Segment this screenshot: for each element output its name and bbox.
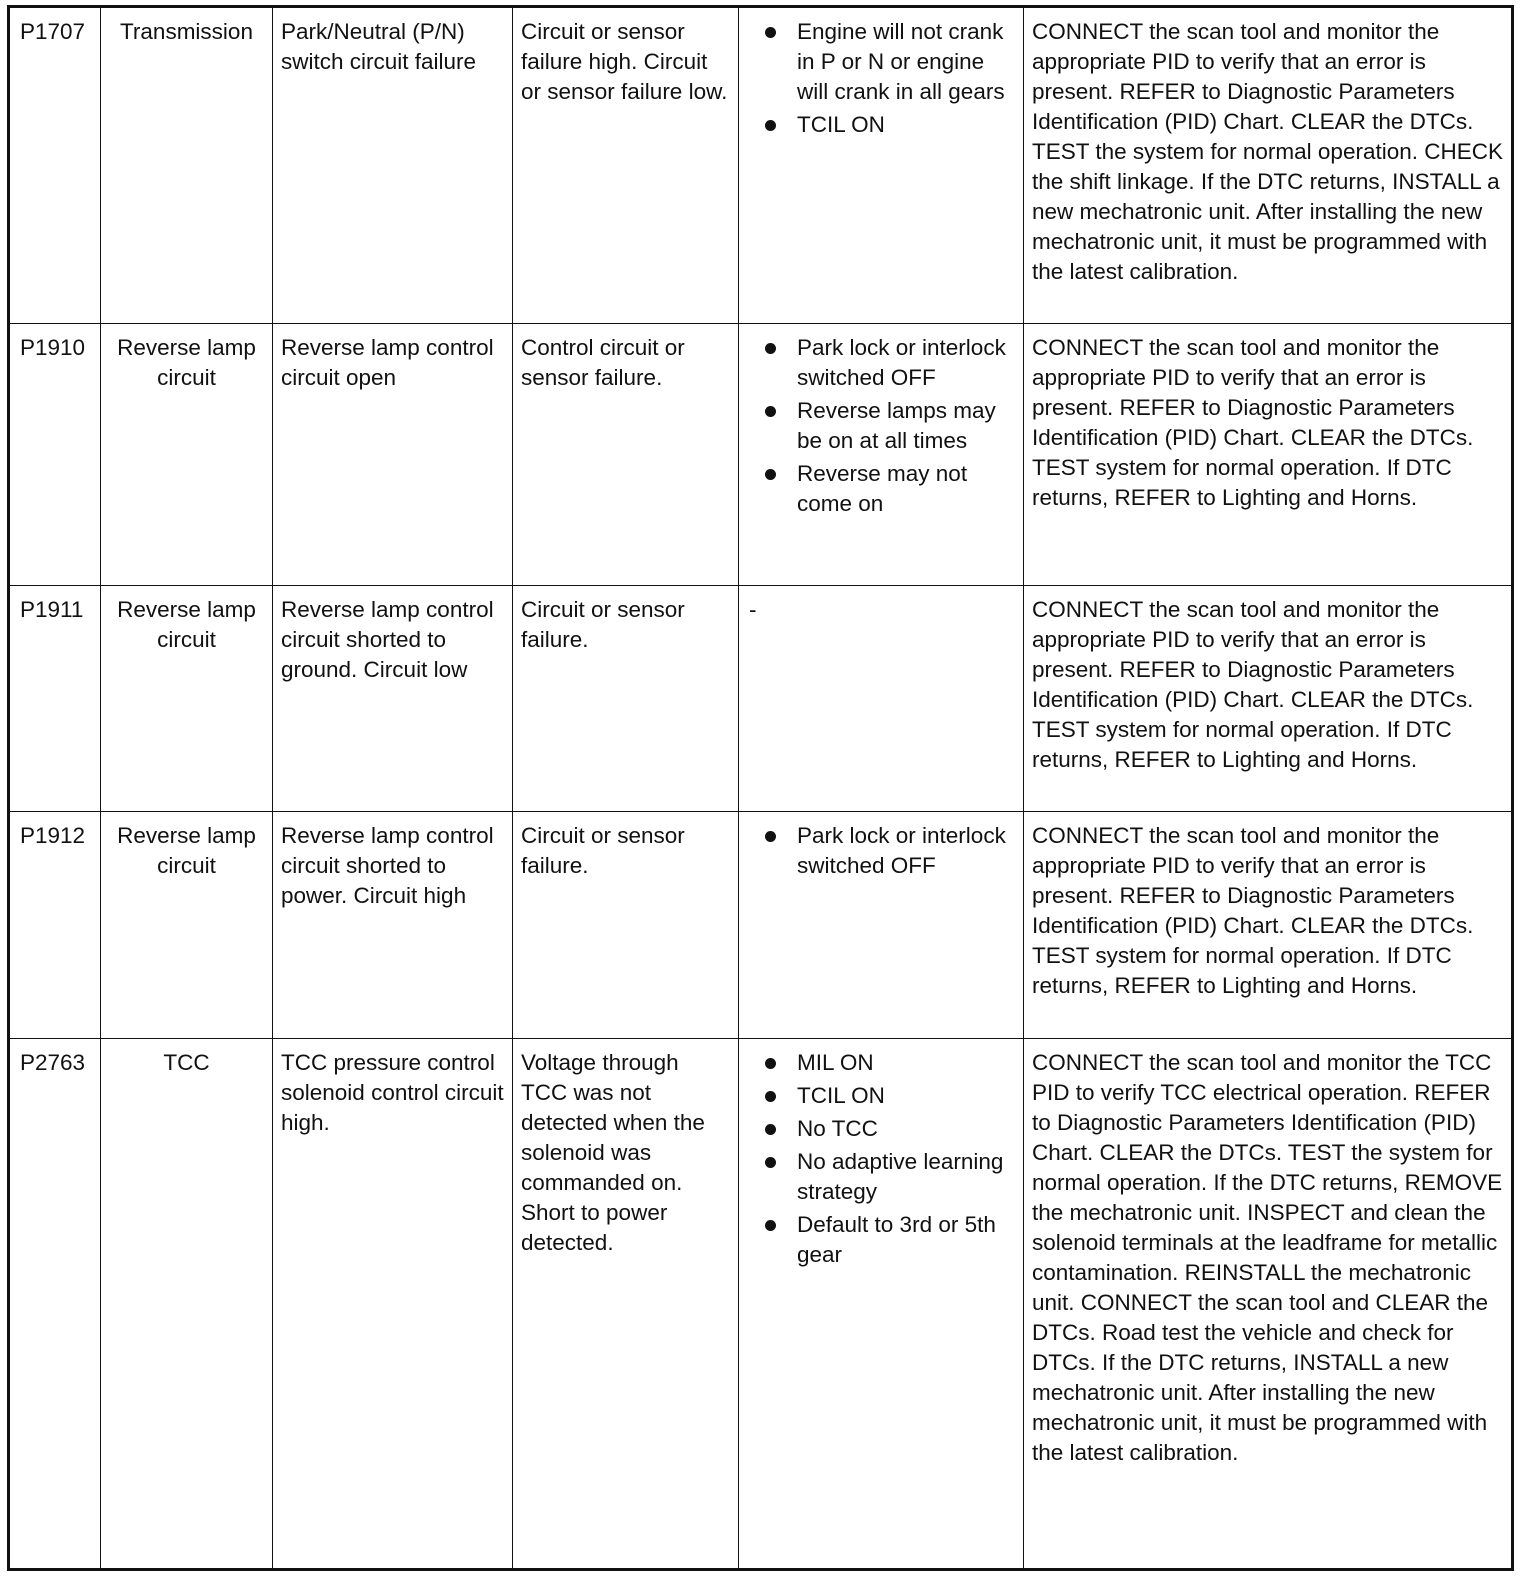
dtc-system: Reverse lamp circuit (101, 324, 273, 586)
dtc-symptoms (739, 812, 1024, 1039)
dtc-action: CONNECT the scan tool and monitor the TCC PID to verify TCC electrical operation. REFER to Diagnostic Parameters Identification (PID) Chart. CLEAR the DTCs. TEST the system for normal operation. If the DTC returns, REMOVE the mechatronic unit. INSPECT and clean the solenoid terminals at the leadframe for metallic contamination. REINSTALL the mechatronic unit. CONNECT the scan tool and CLEAR the DTCs. Road test the vehicle and check for DTCs. If the DTC returns, INSTALL a new mechatronic unit. After installing the new mechatronic unit, it must be programmed with the latest calibration. (1024, 1039, 1513, 1570)
dtc-symptoms (739, 324, 1024, 586)
symptom-item: Default to 3rd or 5th gear (797, 1210, 1015, 1270)
dtc-symptoms (739, 1039, 1024, 1570)
dtc-description: Park/Neutral (P/N) switch circuit failure (273, 7, 513, 324)
symptom-list (747, 821, 1015, 881)
dtc-condition: Circuit or sensor failure. (513, 812, 739, 1039)
dtc-condition: Circuit or sensor failure. (513, 586, 739, 812)
dtc-condition: Circuit or sensor failure high. Circuit or sensor failure low. (513, 7, 739, 324)
dtc-code: P1707 (9, 7, 101, 324)
symptom-item: Engine will not crank in P or N or engine will crank in all gears (797, 17, 1015, 107)
symptom-dash: - (749, 597, 757, 622)
dtc-code: P1911 (9, 586, 101, 812)
dtc-system: Reverse lamp circuit (101, 812, 273, 1039)
dtc-description: TCC pressure control solenoid control circuit high. (273, 1039, 513, 1570)
symptom-item: TCIL ON (797, 1081, 1015, 1111)
table-row (9, 1039, 1513, 1570)
dtc-system: Transmission (101, 7, 273, 324)
dtc-action: CONNECT the scan tool and monitor the appropriate PID to verify that an error is present. REFER to Diagnostic Parameters Identification (PID) Chart. CLEAR the DTCs. TEST system for normal operation. If DTC returns, REFER to Lighting and Horns. (1024, 812, 1513, 1039)
dtc-symptoms (739, 7, 1024, 324)
dtc-system: Reverse lamp circuit (101, 586, 273, 812)
table-row (9, 7, 1513, 324)
symptom-item: MIL ON (797, 1048, 1015, 1078)
table-row (9, 586, 1513, 812)
dtc-description: Reverse lamp control circuit shorted to ground. Circuit low (273, 586, 513, 812)
symptom-list (747, 333, 1015, 519)
dtc-condition: Voltage through TCC was not detected when the solenoid was commanded on. Short to power detected. (513, 1039, 739, 1570)
dtc-action: CONNECT the scan tool and monitor the appropriate PID to verify that an error is present. REFER to Diagnostic Parameters Identification (PID) Chart. CLEAR the DTCs. TEST system for normal operation. If DTC returns, REFER to Lighting and Horns. (1024, 586, 1513, 812)
dtc-condition: Control circuit or sensor failure. (513, 324, 739, 586)
symptom-item: Reverse lamps may be on at all times (797, 396, 1015, 456)
symptom-item: No TCC (797, 1114, 1015, 1144)
dtc-code: P2763 (9, 1039, 101, 1570)
dtc-table (7, 5, 1514, 1571)
symptom-item: TCIL ON (797, 110, 1015, 140)
symptom-item: Reverse may not come on (797, 459, 1015, 519)
symptom-list (747, 1048, 1015, 1270)
dtc-symptoms (739, 586, 1024, 812)
dtc-action: CONNECT the scan tool and monitor the appropriate PID to verify that an error is present. REFER to Diagnostic Parameters Identification (PID) Chart. CLEAR the DTCs. TEST system for normal operation. If DTC returns, REFER to Lighting and Horns. (1024, 324, 1513, 586)
dtc-code: P1910 (9, 324, 101, 586)
symptom-item: No adaptive learning strategy (797, 1147, 1015, 1207)
symptom-item: Park lock or interlock switched OFF (797, 821, 1015, 881)
table-row (9, 324, 1513, 586)
dtc-description: Reverse lamp control circuit shorted to power. Circuit high (273, 812, 513, 1039)
dtc-action: CONNECT the scan tool and monitor the appropriate PID to verify that an error is present. REFER to Diagnostic Parameters Identification (PID) Chart. CLEAR the DTCs. TEST the system for normal operation. CHECK the shift linkage. If the DTC returns, INSTALL a new mechatronic unit. After installing the new mechatronic unit, it must be programmed with the latest calibration. (1024, 7, 1513, 324)
dtc-code: P1912 (9, 812, 101, 1039)
symptom-list (747, 17, 1015, 140)
dtc-description: Reverse lamp control circuit open (273, 324, 513, 586)
symptom-item: Park lock or interlock switched OFF (797, 333, 1015, 393)
table-row (9, 812, 1513, 1039)
dtc-system: TCC (101, 1039, 273, 1570)
